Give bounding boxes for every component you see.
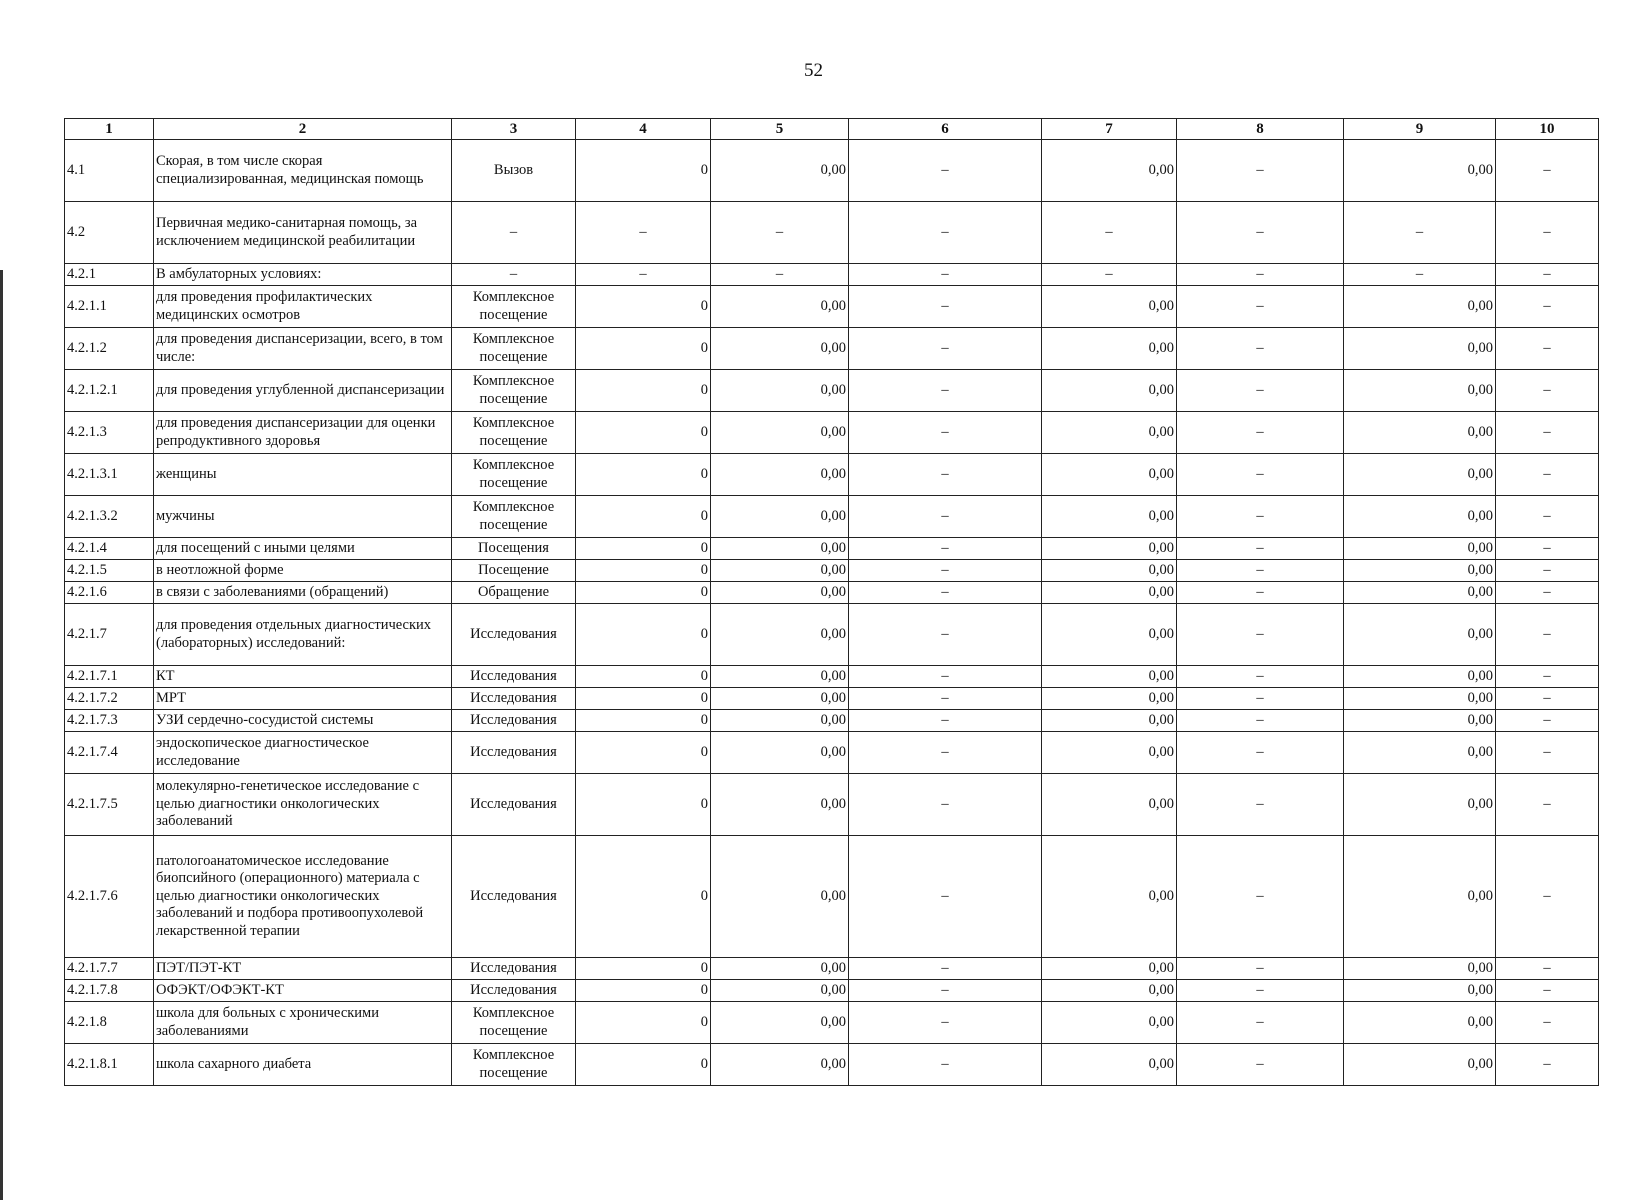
row-code: 4.2.1.1 — [65, 286, 154, 328]
cell-col-8: – — [1177, 980, 1344, 1002]
cell-col-7: 0,00 — [1042, 328, 1177, 370]
row-name: Первичная медико-санитарная помощь, за исключением медицинской реабилитации — [154, 202, 452, 264]
cell-col-8: – — [1177, 582, 1344, 604]
cell-col-6: – — [849, 582, 1042, 604]
cell-col-9: 0,00 — [1344, 1044, 1496, 1086]
cell-col-8: – — [1177, 454, 1344, 496]
cell-col-8: – — [1177, 370, 1344, 412]
cell-col-4: 0 — [576, 1002, 711, 1044]
cell-col-5: 0,00 — [711, 454, 849, 496]
cell-col-10: – — [1496, 140, 1599, 202]
cell-col-7: 0,00 — [1042, 454, 1177, 496]
cell-col-5: 0,00 — [711, 604, 849, 666]
cell-col-6: – — [849, 560, 1042, 582]
row-code: 4.2.1.5 — [65, 560, 154, 582]
row-code: 4.2.1.8 — [65, 1002, 154, 1044]
row-unit: Комплексное посещение — [452, 328, 576, 370]
cell-col-5: 0,00 — [711, 666, 849, 688]
cell-col-10: – — [1496, 710, 1599, 732]
page-number: 52 — [804, 60, 823, 81]
row-name: школа для больных с хроническими заболеваниями — [154, 1002, 452, 1044]
cell-col-6: – — [849, 958, 1042, 980]
row-unit: Обращение — [452, 582, 576, 604]
cell-col-4: 0 — [576, 732, 711, 774]
cell-col-9: 0,00 — [1344, 454, 1496, 496]
row-code: 4.2.1.3.1 — [65, 454, 154, 496]
cell-col-6: – — [849, 1044, 1042, 1086]
column-header: 10 — [1496, 119, 1599, 140]
cell-col-6: – — [849, 688, 1042, 710]
cell-col-4: 0 — [576, 328, 711, 370]
cell-col-8: – — [1177, 1044, 1344, 1086]
cell-col-8: – — [1177, 688, 1344, 710]
cell-col-6: – — [849, 370, 1042, 412]
cell-col-9: 0,00 — [1344, 688, 1496, 710]
row-code: 4.2.1.7.1 — [65, 666, 154, 688]
cell-col-6: – — [849, 710, 1042, 732]
row-code: 4.2.1.7.8 — [65, 980, 154, 1002]
cell-col-7: 0,00 — [1042, 1044, 1177, 1086]
cell-col-6: – — [849, 836, 1042, 958]
row-name: УЗИ сердечно-сосудистой системы — [154, 710, 452, 732]
cell-col-10: – — [1496, 560, 1599, 582]
cell-col-10: – — [1496, 688, 1599, 710]
row-name: В амбулаторных условиях: — [154, 264, 452, 286]
cell-col-8: – — [1177, 538, 1344, 560]
cell-col-8: – — [1177, 286, 1344, 328]
cell-col-9: 0,00 — [1344, 958, 1496, 980]
row-code: 4.2.1.7 — [65, 604, 154, 666]
cell-col-6: – — [849, 604, 1042, 666]
cell-col-6: – — [849, 1002, 1042, 1044]
cell-col-7: 0,00 — [1042, 688, 1177, 710]
cell-col-10: – — [1496, 958, 1599, 980]
row-name: Скорая, в том числе скорая специализированная, медицинская помощь — [154, 140, 452, 202]
scan-edge-shadow — [0, 270, 3, 1200]
cell-col-5: 0,00 — [711, 370, 849, 412]
table-row — [65, 496, 1599, 538]
row-unit: Комплексное посещение — [452, 370, 576, 412]
row-name: для проведения отдельных диагностических (лабораторных) исследований: — [154, 604, 452, 666]
cell-col-8: – — [1177, 958, 1344, 980]
cell-col-5: – — [711, 264, 849, 286]
cell-col-4: 0 — [576, 538, 711, 560]
data-table — [64, 118, 1599, 1086]
row-unit: Исследования — [452, 732, 576, 774]
row-name: женщины — [154, 454, 452, 496]
cell-col-7: 0,00 — [1042, 538, 1177, 560]
row-unit: Комплексное посещение — [452, 1044, 576, 1086]
cell-col-9: 0,00 — [1344, 836, 1496, 958]
cell-col-4: 0 — [576, 582, 711, 604]
table-row — [65, 538, 1599, 560]
cell-col-4: 0 — [576, 836, 711, 958]
cell-col-10: – — [1496, 264, 1599, 286]
cell-col-10: – — [1496, 496, 1599, 538]
cell-col-9: 0,00 — [1344, 140, 1496, 202]
cell-col-9: 0,00 — [1344, 1002, 1496, 1044]
row-name: для проведения углубленной диспансеризации — [154, 370, 452, 412]
row-code: 4.2.1.7.6 — [65, 836, 154, 958]
column-header: 7 — [1042, 119, 1177, 140]
row-unit: – — [452, 202, 576, 264]
cell-col-8: – — [1177, 732, 1344, 774]
column-header: 1 — [65, 119, 154, 140]
table-row — [65, 582, 1599, 604]
cell-col-10: – — [1496, 286, 1599, 328]
cell-col-9: – — [1344, 202, 1496, 264]
row-code: 4.2.1.7.3 — [65, 710, 154, 732]
row-code: 4.2.1 — [65, 264, 154, 286]
table-row — [65, 774, 1599, 836]
cell-col-5: 0,00 — [711, 732, 849, 774]
cell-col-5: 0,00 — [711, 836, 849, 958]
table-row — [65, 836, 1599, 958]
cell-col-9: 0,00 — [1344, 538, 1496, 560]
cell-col-4: 0 — [576, 958, 711, 980]
cell-col-10: – — [1496, 370, 1599, 412]
row-code: 4.2.1.7.2 — [65, 688, 154, 710]
column-header: 6 — [849, 119, 1042, 140]
table-row — [65, 1044, 1599, 1086]
cell-col-4: 0 — [576, 286, 711, 328]
row-unit: Комплексное посещение — [452, 454, 576, 496]
cell-col-6: – — [849, 412, 1042, 454]
cell-col-6: – — [849, 328, 1042, 370]
cell-col-5: 0,00 — [711, 496, 849, 538]
cell-col-9: 0,00 — [1344, 980, 1496, 1002]
cell-col-9: 0,00 — [1344, 286, 1496, 328]
cell-col-6: – — [849, 264, 1042, 286]
cell-col-4: 0 — [576, 454, 711, 496]
row-code: 4.1 — [65, 140, 154, 202]
row-name: мужчины — [154, 496, 452, 538]
row-code: 4.2.1.7.7 — [65, 958, 154, 980]
cell-col-5: 0,00 — [711, 774, 849, 836]
cell-col-9: 0,00 — [1344, 582, 1496, 604]
cell-col-10: – — [1496, 328, 1599, 370]
cell-col-6: – — [849, 202, 1042, 264]
row-unit: Посещения — [452, 538, 576, 560]
cell-col-8: – — [1177, 666, 1344, 688]
cell-col-8: – — [1177, 496, 1344, 538]
row-code: 4.2.1.3 — [65, 412, 154, 454]
cell-col-5: – — [711, 202, 849, 264]
row-name: эндоскопическое диагностическое исследование — [154, 732, 452, 774]
cell-col-10: – — [1496, 538, 1599, 560]
cell-col-8: – — [1177, 1002, 1344, 1044]
cell-col-9: 0,00 — [1344, 774, 1496, 836]
cell-col-10: – — [1496, 604, 1599, 666]
cell-col-5: 0,00 — [711, 286, 849, 328]
table-row — [65, 732, 1599, 774]
cell-col-8: – — [1177, 604, 1344, 666]
table-row — [65, 370, 1599, 412]
cell-col-5: 0,00 — [711, 140, 849, 202]
cell-col-9: – — [1344, 264, 1496, 286]
row-code: 4.2 — [65, 202, 154, 264]
cell-col-8: – — [1177, 774, 1344, 836]
cell-col-5: 0,00 — [711, 412, 849, 454]
column-header: 4 — [576, 119, 711, 140]
row-name: для проведения профилактических медицинских осмотров — [154, 286, 452, 328]
cell-col-7: 0,00 — [1042, 286, 1177, 328]
header-row — [65, 119, 1599, 140]
cell-col-6: – — [849, 286, 1042, 328]
cell-col-10: – — [1496, 412, 1599, 454]
cell-col-8: – — [1177, 202, 1344, 264]
row-code: 4.2.1.8.1 — [65, 1044, 154, 1086]
cell-col-5: 0,00 — [711, 980, 849, 1002]
row-unit: Исследования — [452, 774, 576, 836]
row-unit: Исследования — [452, 980, 576, 1002]
cell-col-5: 0,00 — [711, 1044, 849, 1086]
cell-col-5: 0,00 — [711, 958, 849, 980]
column-header: 9 — [1344, 119, 1496, 140]
cell-col-4: – — [576, 264, 711, 286]
cell-col-4: 0 — [576, 774, 711, 836]
cell-col-9: 0,00 — [1344, 370, 1496, 412]
cell-col-4: 0 — [576, 560, 711, 582]
table-row — [65, 560, 1599, 582]
cell-col-4: 0 — [576, 710, 711, 732]
cell-col-10: – — [1496, 202, 1599, 264]
cell-col-7: 0,00 — [1042, 412, 1177, 454]
cell-col-10: – — [1496, 774, 1599, 836]
row-unit: Исследования — [452, 958, 576, 980]
cell-col-7: 0,00 — [1042, 774, 1177, 836]
row-name: ОФЭКТ/ОФЭКТ-КТ — [154, 980, 452, 1002]
cell-col-9: 0,00 — [1344, 560, 1496, 582]
column-header: 3 — [452, 119, 576, 140]
table-row — [65, 980, 1599, 1002]
cell-col-10: – — [1496, 1002, 1599, 1044]
row-unit: Исследования — [452, 836, 576, 958]
cell-col-7: 0,00 — [1042, 980, 1177, 1002]
table-row — [65, 666, 1599, 688]
row-name: МРТ — [154, 688, 452, 710]
row-unit: – — [452, 264, 576, 286]
cell-col-6: – — [849, 454, 1042, 496]
row-code: 4.2.1.3.2 — [65, 496, 154, 538]
cell-col-10: – — [1496, 666, 1599, 688]
table-body — [65, 140, 1599, 1086]
cell-col-8: – — [1177, 836, 1344, 958]
row-code: 4.2.1.6 — [65, 582, 154, 604]
column-header: 2 — [154, 119, 452, 140]
row-code: 4.2.1.7.5 — [65, 774, 154, 836]
cell-col-6: – — [849, 538, 1042, 560]
cell-col-4: 0 — [576, 604, 711, 666]
row-unit: Комплексное посещение — [452, 412, 576, 454]
cell-col-5: 0,00 — [711, 710, 849, 732]
cell-col-9: 0,00 — [1344, 604, 1496, 666]
cell-col-9: 0,00 — [1344, 666, 1496, 688]
row-name: КТ — [154, 666, 452, 688]
row-unit: Исследования — [452, 688, 576, 710]
table-row — [65, 140, 1599, 202]
cell-col-5: 0,00 — [711, 582, 849, 604]
row-code: 4.2.1.2 — [65, 328, 154, 370]
row-name: патологоанатомическое исследование биопсийного (операционного) материала с целью диагностики онкологических заболеваний и подбора противоопухолевой лекарственной терапии — [154, 836, 452, 958]
cell-col-8: – — [1177, 328, 1344, 370]
table-row — [65, 286, 1599, 328]
cell-col-10: – — [1496, 836, 1599, 958]
row-code: 4.2.1.4 — [65, 538, 154, 560]
cell-col-9: 0,00 — [1344, 732, 1496, 774]
table-row — [65, 958, 1599, 980]
row-unit: Исследования — [452, 710, 576, 732]
table-row — [65, 1002, 1599, 1044]
cell-col-5: 0,00 — [711, 1002, 849, 1044]
row-unit: Исследования — [452, 604, 576, 666]
cell-col-8: – — [1177, 412, 1344, 454]
row-code: 4.2.1.2.1 — [65, 370, 154, 412]
cell-col-4: 0 — [576, 980, 711, 1002]
column-header: 5 — [711, 119, 849, 140]
cell-col-9: 0,00 — [1344, 496, 1496, 538]
cell-col-8: – — [1177, 140, 1344, 202]
cell-col-7: 0,00 — [1042, 604, 1177, 666]
cell-col-9: 0,00 — [1344, 710, 1496, 732]
cell-col-6: – — [849, 732, 1042, 774]
table-row — [65, 454, 1599, 496]
row-name: в связи с заболеваниями (обращений) — [154, 582, 452, 604]
cell-col-7: – — [1042, 264, 1177, 286]
cell-col-7: 0,00 — [1042, 140, 1177, 202]
cell-col-7: 0,00 — [1042, 666, 1177, 688]
cell-col-7: 0,00 — [1042, 1002, 1177, 1044]
cell-col-6: – — [849, 980, 1042, 1002]
cell-col-10: – — [1496, 454, 1599, 496]
cell-col-8: – — [1177, 560, 1344, 582]
row-name: для проведения диспансеризации для оценки репродуктивного здоровья — [154, 412, 452, 454]
cell-col-7: 0,00 — [1042, 496, 1177, 538]
cell-col-10: – — [1496, 582, 1599, 604]
table-row — [65, 604, 1599, 666]
cell-col-7: 0,00 — [1042, 732, 1177, 774]
cell-col-6: – — [849, 496, 1042, 538]
row-unit: Вызов — [452, 140, 576, 202]
row-unit: Комплексное посещение — [452, 286, 576, 328]
row-name: в неотложной форме — [154, 560, 452, 582]
table-row — [65, 412, 1599, 454]
cell-col-4: 0 — [576, 412, 711, 454]
cell-col-5: 0,00 — [711, 328, 849, 370]
table-row — [65, 202, 1599, 264]
cell-col-4: 0 — [576, 666, 711, 688]
cell-col-9: 0,00 — [1344, 412, 1496, 454]
cell-col-6: – — [849, 774, 1042, 836]
cell-col-8: – — [1177, 710, 1344, 732]
row-code: 4.2.1.7.4 — [65, 732, 154, 774]
table-row — [65, 688, 1599, 710]
cell-col-4: 0 — [576, 496, 711, 538]
cell-col-9: 0,00 — [1344, 328, 1496, 370]
table-row — [65, 710, 1599, 732]
row-unit: Посещение — [452, 560, 576, 582]
row-name: для посещений с иными целями — [154, 538, 452, 560]
cell-col-7: 0,00 — [1042, 710, 1177, 732]
cell-col-8: – — [1177, 264, 1344, 286]
row-name: молекулярно-генетическое исследование с целью диагностики онкологических заболеваний — [154, 774, 452, 836]
row-unit: Комплексное посещение — [452, 496, 576, 538]
cell-col-10: – — [1496, 1044, 1599, 1086]
cell-col-4: 0 — [576, 688, 711, 710]
cell-col-5: 0,00 — [711, 538, 849, 560]
row-name: для проведения диспансеризации, всего, в том числе: — [154, 328, 452, 370]
cell-col-7: 0,00 — [1042, 836, 1177, 958]
cell-col-4: 0 — [576, 140, 711, 202]
cell-col-10: – — [1496, 732, 1599, 774]
row-name: ПЭТ/ПЭТ-КТ — [154, 958, 452, 980]
cell-col-10: – — [1496, 980, 1599, 1002]
cell-col-5: 0,00 — [711, 688, 849, 710]
cell-col-7: – — [1042, 202, 1177, 264]
cell-col-4: 0 — [576, 1044, 711, 1086]
row-unit: Исследования — [452, 666, 576, 688]
cell-col-5: 0,00 — [711, 560, 849, 582]
table-row — [65, 328, 1599, 370]
cell-col-4: – — [576, 202, 711, 264]
cell-col-6: – — [849, 140, 1042, 202]
row-unit: Комплексное посещение — [452, 1002, 576, 1044]
row-name: школа сахарного диабета — [154, 1044, 452, 1086]
cell-col-7: 0,00 — [1042, 560, 1177, 582]
cell-col-4: 0 — [576, 370, 711, 412]
column-header: 8 — [1177, 119, 1344, 140]
cell-col-7: 0,00 — [1042, 370, 1177, 412]
cell-col-7: 0,00 — [1042, 582, 1177, 604]
cell-col-6: – — [849, 666, 1042, 688]
table-row — [65, 264, 1599, 286]
cell-col-7: 0,00 — [1042, 958, 1177, 980]
